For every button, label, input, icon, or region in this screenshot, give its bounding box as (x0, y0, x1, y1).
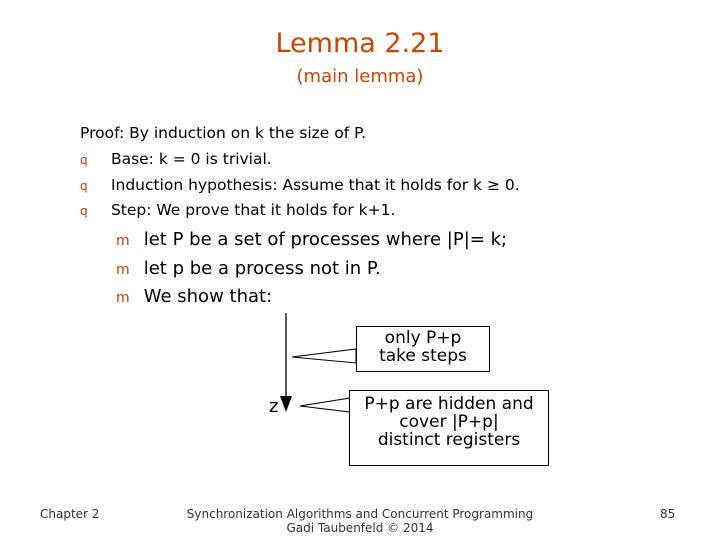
callout-top-line-1: only P+p (384, 328, 462, 348)
sub-bullet-1-text: let P be a set of processes where |P|= k; (143, 229, 508, 250)
proof-intro: Proof: By induction on k the size of P. (80, 124, 367, 142)
square-q-bullet-icon: q (80, 204, 88, 218)
slide-title: Lemma 2.21 (275, 28, 445, 59)
callout-top-pointer (292, 349, 356, 363)
m-bullet-icon: m (116, 233, 130, 249)
sub-bullet-2-text: let p be a process not in P. (143, 258, 381, 279)
bullet-base-text: Base: k = 0 is trivial. (110, 150, 272, 168)
square-q-bullet-icon: q (80, 153, 88, 167)
callout-bottom (349, 390, 549, 466)
m-bullet-icon: m (116, 290, 130, 306)
sub-bullet-3-text: We show that: (143, 286, 273, 307)
run-arrow-head (280, 396, 292, 412)
square-q-bullet-icon: q (80, 179, 88, 193)
page-number: 85 (660, 507, 676, 521)
callout-top-line-2: take steps (379, 346, 467, 366)
callout-top (356, 326, 490, 372)
m-bullet-icon: m (116, 262, 130, 278)
z-label: z (269, 396, 279, 417)
footer-book-title: Synchronization Algorithms and Concurrent Programming (186, 507, 534, 521)
footer-book (0, 507, 720, 535)
callout-bottom-line-2: cover |P+p| (399, 412, 499, 432)
bullet-step-text: Step: We prove that it holds for k+1. (110, 201, 396, 219)
callout-bottom-pointer (300, 398, 350, 412)
footer-book-author: Gadi Taubenfeld © 2014 (286, 521, 434, 535)
footer-chapter: Chapter 2 (40, 507, 100, 521)
callout-bottom-line-3: distinct registers (377, 430, 521, 450)
slide-subtitle: (main lemma) (296, 66, 424, 87)
bullet-induction-text: Induction hypothesis: Assume that it holds for k ≥ 0. (110, 176, 520, 194)
callout-bottom-line-1: P+p are hidden and (364, 394, 534, 414)
